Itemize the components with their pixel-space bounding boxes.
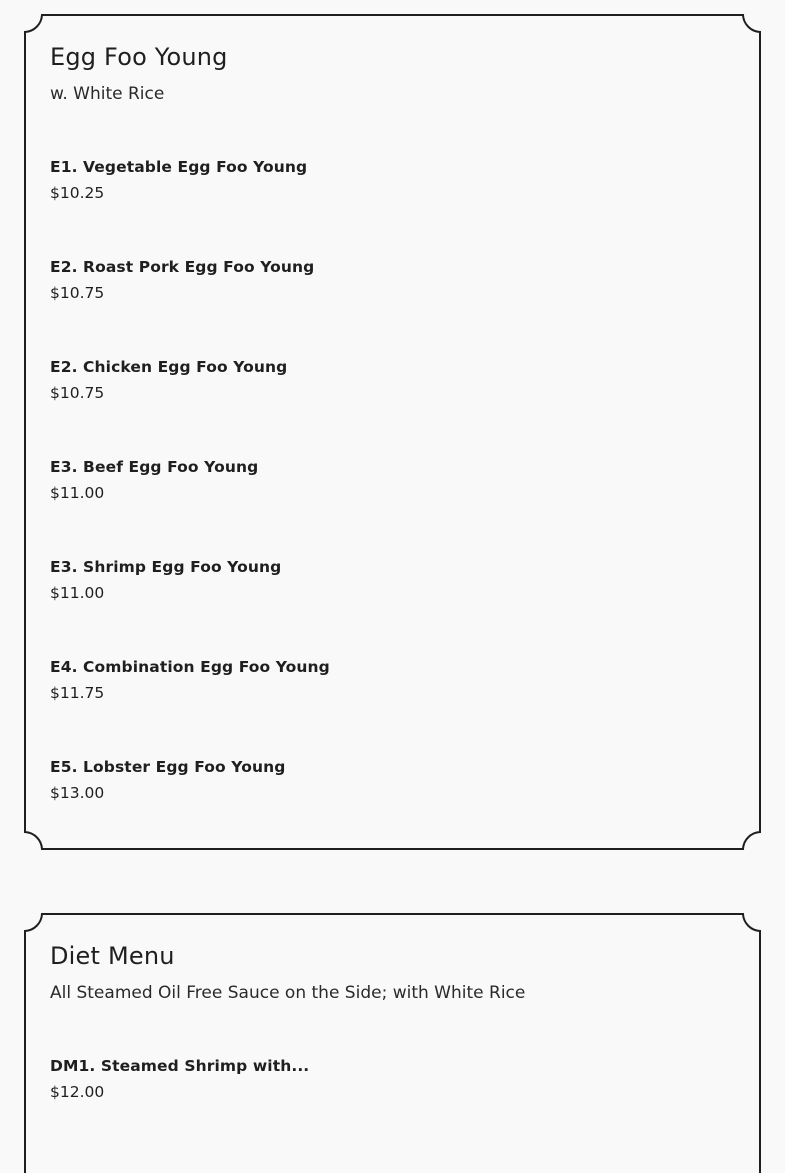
menu-section-egg-foo-young — [24, 14, 761, 850]
menu-item-list — [50, 156, 735, 856]
section-title: Egg Foo Young — [50, 43, 228, 71]
item-name: DM1. Steamed Shrimp with... — [50, 1057, 310, 1075]
menu-item[interactable] — [50, 256, 735, 356]
item-name: E2. Chicken Egg Foo Young — [50, 358, 288, 376]
section-description: All Steamed Oil Free Sauce on the Side; with White Rice — [50, 983, 526, 1003]
section-title: Diet Menu — [50, 942, 175, 970]
section-description: w. White Rice — [50, 84, 165, 104]
item-name: E4. Combination Egg Foo Young — [50, 658, 330, 676]
item-price: $10.75 — [50, 284, 105, 302]
item-price: $12.00 — [50, 1083, 105, 1101]
menu-item[interactable] — [50, 356, 735, 456]
menu-item[interactable] — [50, 156, 735, 256]
item-name: E3. Shrimp Egg Foo Young — [50, 558, 282, 576]
item-price: $13.00 — [50, 784, 105, 802]
menu-item[interactable] — [50, 1055, 735, 1155]
menu-item[interactable] — [50, 556, 735, 656]
item-name: E5. Lobster Egg Foo Young — [50, 758, 286, 776]
menu-item[interactable] — [50, 456, 735, 556]
item-price: $11.75 — [50, 684, 105, 702]
menu-item[interactable] — [50, 756, 735, 856]
item-name: E1. Vegetable Egg Foo Young — [50, 158, 308, 176]
item-price: $10.25 — [50, 184, 105, 202]
item-price: $11.00 — [50, 484, 105, 502]
menu-section-diet-menu — [24, 913, 761, 1173]
item-name: E2. Roast Pork Egg Foo Young — [50, 258, 315, 276]
menu-item-list — [50, 1055, 735, 1155]
item-price: $10.75 — [50, 384, 105, 402]
item-price: $11.00 — [50, 584, 105, 602]
item-name: E3. Beef Egg Foo Young — [50, 458, 259, 476]
menu-item[interactable] — [50, 656, 735, 756]
